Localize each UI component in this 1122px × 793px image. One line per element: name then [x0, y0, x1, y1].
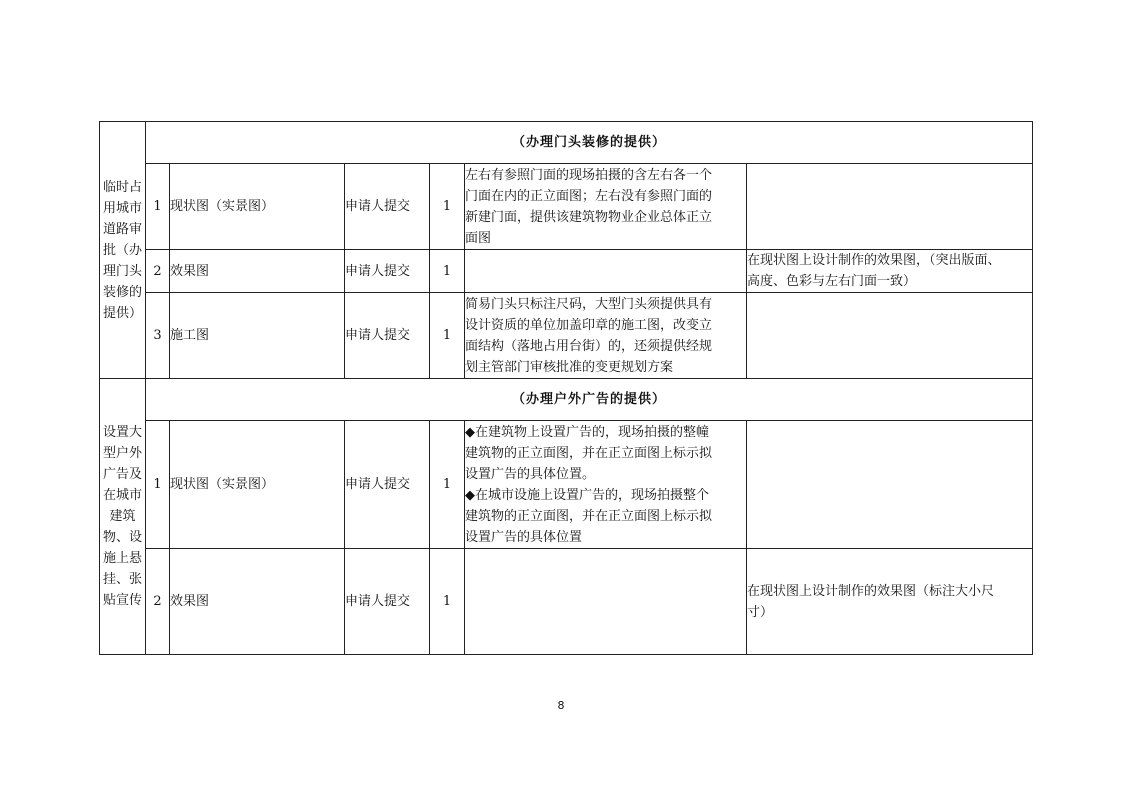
requirement-line: ◆在城市设施上设置广告的，现场拍摄整个 — [465, 487, 709, 503]
material-note — [747, 549, 1033, 655]
section-header: （办理门头装修的提供） — [146, 122, 1033, 164]
requirement-line: ◆在建筑物上设置广告的，现场拍摄的整幢 — [465, 424, 709, 440]
note-line: 寸） — [747, 604, 774, 620]
document-table — [99, 121, 1033, 655]
material-note — [747, 164, 1033, 250]
material-requirement — [465, 293, 747, 379]
requirement-line: 面图 — [465, 230, 492, 246]
material-quantity: 1 — [430, 549, 465, 655]
material-submitter: 申请人提交 — [345, 250, 430, 293]
material-requirement — [465, 250, 747, 293]
material-name: 现状图（实景图） — [170, 421, 345, 549]
table-row — [100, 293, 1033, 379]
material-quantity: 1 — [430, 250, 465, 293]
table-row — [100, 549, 1033, 655]
row-number: 3 — [146, 293, 170, 379]
requirement-line: 建筑物的正立面图，并在正立面图上标示拟 — [465, 508, 713, 524]
requirement-line: 设置广告的具体位置 — [465, 529, 583, 545]
requirement-line: 建筑物的正立面图，并在正立面图上标示拟 — [465, 445, 713, 461]
requirement-line: 简易门头只标注尺码，大型门头须提供具有 — [465, 296, 713, 312]
material-note — [747, 293, 1033, 379]
requirement-line: 左右有参照门面的现场拍摄的含左右各一个 — [465, 167, 713, 183]
material-note — [747, 250, 1033, 293]
material-quantity: 1 — [430, 164, 465, 250]
material-requirement — [465, 549, 747, 655]
table-row — [100, 164, 1033, 250]
note-line: 在现状图上设计制作的效果图（标注大小尺 — [747, 583, 995, 599]
table-row — [100, 421, 1033, 549]
requirement-line: 门面在内的正立面图；左右没有参照门面的 — [465, 188, 713, 204]
section-header-row — [100, 122, 1033, 164]
requirement-line: 面结构（落地占用台街）的，还须提供经规 — [465, 338, 713, 354]
row-number: 2 — [146, 549, 170, 655]
requirement-line: 设计资质的单位加盖印章的施工图，改变立 — [465, 317, 713, 333]
requirement-line: 新建门面，提供该建筑物物业企业总体正立 — [465, 209, 713, 225]
requirement-line: 设置广告的具体位置。 — [465, 466, 596, 482]
material-requirement — [465, 421, 747, 549]
material-note — [747, 421, 1033, 549]
section-side-label — [100, 122, 146, 379]
material-quantity: 1 — [430, 421, 465, 549]
row-number: 1 — [146, 164, 170, 250]
side-label-text: 临时占用城市道路审批（办理门头装修的提供） — [102, 179, 142, 321]
section-header-row — [100, 379, 1033, 421]
material-name: 现状图（实景图） — [170, 164, 345, 250]
side-label-text: 设置大型户外广告及在城市建筑物、设施上悬挂、张贴宣传 — [102, 425, 142, 608]
material-submitter: 申请人提交 — [345, 164, 430, 250]
page-number: 8 — [557, 699, 565, 712]
material-quantity: 1 — [430, 293, 465, 379]
material-submitter: 申请人提交 — [345, 421, 430, 549]
material-submitter: 申请人提交 — [345, 549, 430, 655]
row-number: 1 — [146, 421, 170, 549]
material-submitter: 申请人提交 — [345, 293, 430, 379]
note-line: 在现状图上设计制作的效果图，（突出版面、 — [747, 253, 1001, 268]
row-number: 2 — [146, 250, 170, 293]
section-side-label — [100, 379, 146, 655]
note-line: 高度、色彩与左右门面一致） — [747, 274, 917, 289]
section-header: （办理户外广告的提供） — [146, 379, 1033, 421]
material-name: 施工图 — [170, 293, 345, 379]
material-name: 效果图 — [170, 549, 345, 655]
requirement-line: 划主管部门审核批准的变更规划方案 — [465, 359, 674, 375]
material-name: 效果图 — [170, 250, 345, 293]
table-row — [100, 250, 1033, 293]
material-requirement — [465, 164, 747, 250]
